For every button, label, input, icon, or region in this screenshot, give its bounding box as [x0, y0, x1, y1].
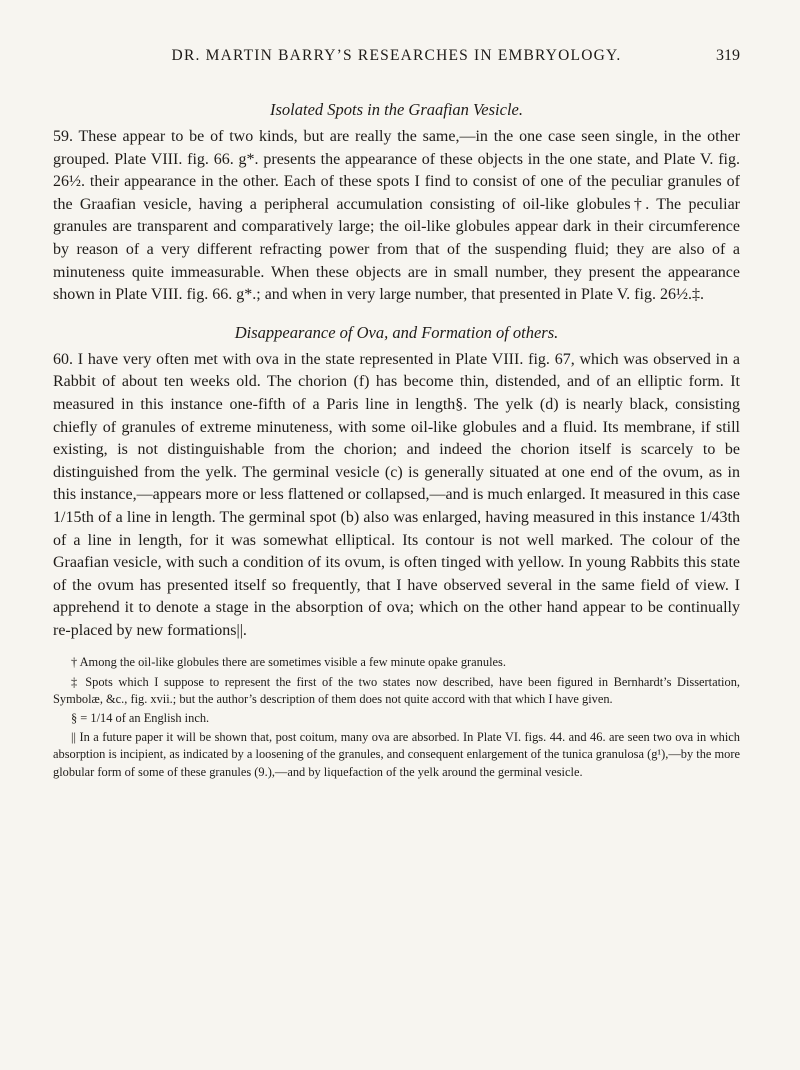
- section-heading-isolated-spots: Isolated Spots in the Graafian Vesicle.: [270, 100, 523, 119]
- paragraph-59: 59. These appear to be of two kinds, but are really the same,—in the one case seen single, in the other grouped. Plate VIII. fig. 66. g*. presents the appearance of these objects in the one state, and Plate V. fig. 26½. their appearance in the other. Each of these spots I find to consist of one of the peculiar granules of the Graafian vesicle, having a peripheral accumulation consisting of oil-like globules†. The peculiar granules are transparent and comparatively large; the oil-like globules appear dark in their circumference by reason of a very different refracting power from that of the suspending fluid; they are also of a minuteness quite immeasurable. When these objects are in small number, they present the appearance shown in Plate VIII. fig. 66. g*.; and when in very large number, that presented in Plate V. fig. 26½.‡.: [53, 128, 740, 304]
- footnotes: [53, 654, 740, 780]
- paragraph-60: 60. I have very often met with ova in the state represented in Plate VIII. fig. 67, which was observed in a Rabbit of about ten weeks old. The chorion (f) has become thin, distended, and of an elliptic form. It measured in this instance one-fifth of a Paris line in length§. The yelk (d) is nearly black, consisting chiefly of granules of extreme minuteness, with some oil-like globules and a fluid. Its membrane, if still existing, is not distinguishable from the chorion; and indeed the chorion itself is scarcely to be distinguished from the yelk. The germinal vesicle (c) is generally situated at one end of the ovum, as in this instance,—appears more or less flattened or collapsed,—and is much enlarged. It measured in this case 1/15th of a line in length. The germinal spot (b) also was enlarged, having measured in this instance 1/43th of a line in length, for it was somewhat elliptical. Its contour is not well marked. The colour of the Graafian vesicle, with such a condition of its ovum, is often tinged with yellow. In young Rabbits this state of the ovum has presented itself so frequently, that I have observed several in the same field of view. I apprehend it to denote a stage in the absorption of ova; which on the other hand appear to be continually re-placed by new formations||.: [53, 350, 740, 639]
- footnote-section: § = 1/14 of an English inch.: [71, 711, 210, 726]
- footnote-dagger: † Among the oil-like globules there are sometimes visible a few minute opake granules.: [71, 655, 506, 670]
- page-header: [53, 47, 740, 71]
- page-body: [53, 97, 740, 783]
- footnote-double-dagger: ‡ Spots which I suppose to represent the first of the two states now described, have been figured in Bernhardt’s Dissertation, Symbolæ, &c., fig. xvii.; but the author’s description of them does not quite accord with that which I have given.: [53, 674, 740, 706]
- page-number: 319: [716, 47, 740, 64]
- running-head: DR. MARTIN BARRY’S RESEARCHES IN EMBRYOLOGY.: [171, 47, 622, 64]
- footnote-parallel: || In a future paper it will be shown that, post coitum, many ova are absorbed. In Plate VI. figs. 44. and 46. are seen two ova in which absorption is incipient, as indicated by a loosening of the granules, and consequent enlargement of the tunica granulosa (g¹),—by the more globular form of some of these granules (9.),—and by liquefaction of the yelk around the germinal vesicle.: [53, 730, 740, 779]
- section-heading-disappearance: Disappearance of Ova, and Formation of others.: [234, 322, 559, 342]
